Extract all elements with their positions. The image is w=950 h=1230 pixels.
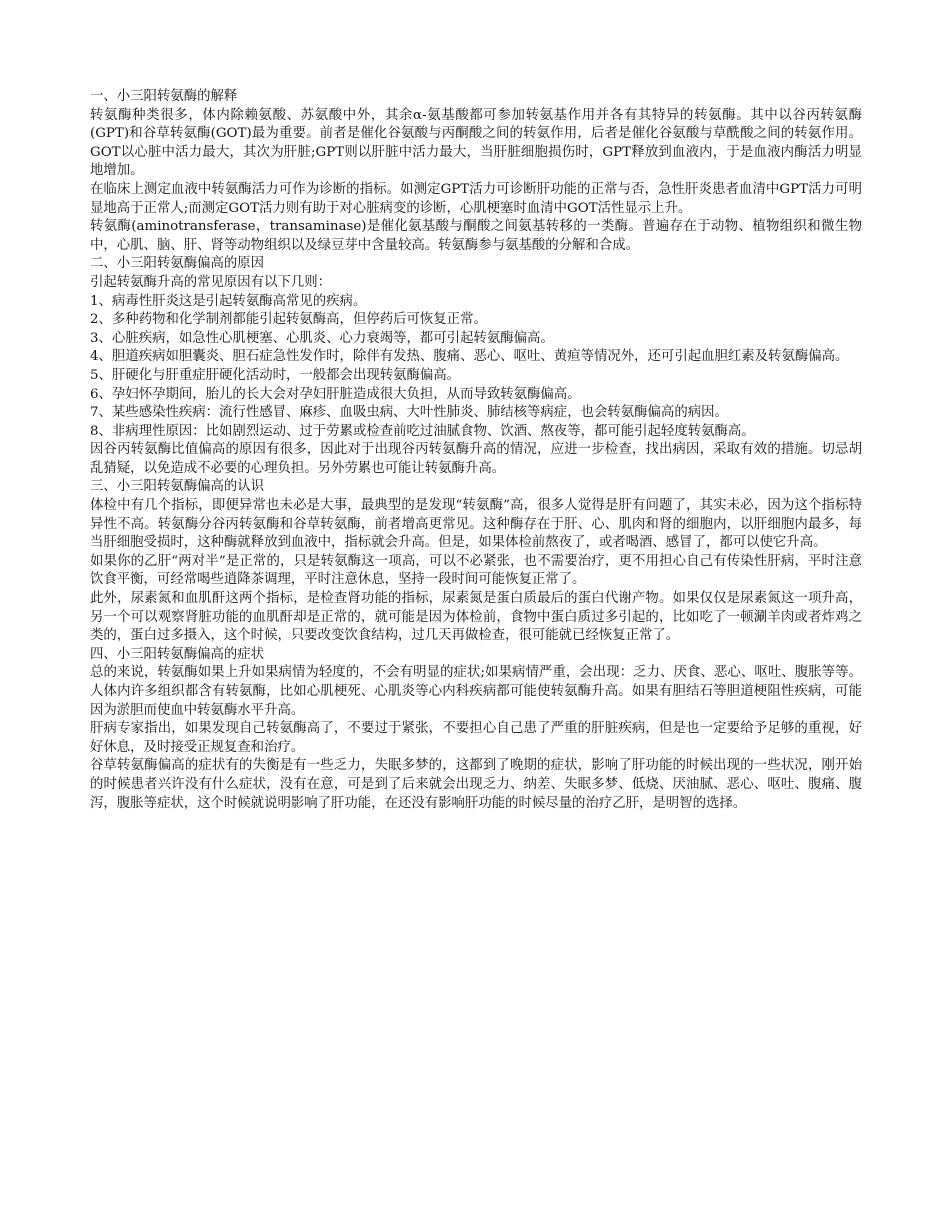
section-heading: 二、小三阳转氨酶偏高的原因 bbox=[90, 256, 265, 272]
paragraph: 引起转氨酶升高的常见原因有以下几则： bbox=[90, 274, 332, 290]
list-item: 5、肝硬化与肝重症肝硬化活动时，一般都会出现转氨酶偏高。 bbox=[90, 367, 461, 383]
list-item: 2、多种药物和化学制剂都能引起转氨酶高，但停药后可恢复正常。 bbox=[90, 312, 487, 328]
paragraph: 此外，尿素氮和血肌酐这两个指标，是检查肾功能的指标，尿素氮是蛋白质最后的蛋白代谢产物。如果仅仅是尿素氮这一项升高，另一个可以观察肾脏功能的血肌酐却是正常的，就可能是因为体检前，食物中蛋白质过多引起的，比如吃了一顿涮羊肉或者炸鸡之类的，蛋白过多摄入，这个时候，只要改变饮食结构，过几天再做检查，很可能就已经恢复正常了。 bbox=[90, 591, 862, 644]
paragraph: 肝病专家指出，如果发现自己转氨酶高了，不要过于紧张，不要担心自己患了严重的肝脏疾病，但是也一定要给予足够的重视，好好休息，及时接受正规复查和治疗。 bbox=[90, 721, 862, 755]
section-explanation bbox=[90, 88, 862, 255]
paragraph: 转氨酶(aminotransferase，transaminase)是催化氨基酸与酮酸之间氨基转移的一类酶。普遍存在于动物、植物组织和微生物中，心肌、脑、肝、肾等动物组织以及绿豆芽中含量较高。转氨酶参与氨基酸的分解和合成。 bbox=[90, 219, 862, 253]
paragraph: 在临床上测定血液中转氨酶活力可作为诊断的指标。如测定GPT活力可诊断肝功能的正常与否，急性肝炎患者血清中GPT活力可明显地高于正常人;而测定GOT活力则有助于对心脏病变的诊断，心肌梗塞时血清中GOT活性显示上升。 bbox=[90, 181, 862, 216]
paragraph: 体检中有几个指标，即便异常也未必是大事，最典型的是发现“转氨酶”高，很多人觉得是肝有问题了，其实未必，因为这个指标特异性不高。转氨酶分谷丙转氨酶和谷草转氨酶，前者增高更常见。这种酶存在于肝、心、肌肉和肾的细胞内，以肝细胞内最多，每当肝细胞受损时，这种酶就释放到血液中，指标就会升高。但是，如果体检前熬夜了，或者喝酒、感冒了，都可以使它升高。 bbox=[90, 498, 862, 551]
list-item: 3、心脏疾病，如急性心肌梗塞、心肌炎、心力衰竭等，都可引起转氨酶偏高。 bbox=[90, 330, 554, 346]
section-symptoms bbox=[90, 646, 862, 813]
paragraph: 总的来说，转氨酶如果上升如果病情为轻度的，不会有明显的症状;如果病情严重，会出现：乏力、厌食、恶心、呕吐、腹胀等等。人体内许多组织都含有转氨酶，比如心肌梗死、心肌炎等心内科疾病都可能使转氨酶升高。如果有胆结石等胆道梗阻性疾病，可能因为淤胆而使血中转氨酶水平升高。 bbox=[90, 665, 862, 718]
document-body bbox=[90, 88, 862, 813]
list-item: 8、非病理性原因：比如剧烈运动、过于劳累或检查前吃过油腻食物、饮酒、熬夜等，都可能引起轻度转氨酶高。 bbox=[90, 423, 755, 439]
section-heading: 四、小三阳转氨酶偏高的症状 bbox=[90, 646, 265, 662]
paragraph: 因谷丙转氨酶比值偏高的原因有很多，因此对于出现谷丙转氨酶升高的情况，应进一步检查，找出病因，采取有效的措施。切忌胡乱猜疑，以免造成不必要的心理负担。另外劳累也可能让转氨酶升高。 bbox=[90, 442, 862, 476]
list-item: 7、某些感染性疾病：流行性感冒、麻疹、血吸虫病、大叶性肺炎、肺结核等病症，也会转氨酶偏高的病因。 bbox=[90, 405, 728, 421]
list-item: 6、孕妇怀孕期间，胎儿的长大会对孕妇肝脏造成很大负担，从而导致转氨酶偏高。 bbox=[90, 386, 581, 402]
paragraph: 如果你的乙肝“两对半”是正常的，只是转氨酶这一项高，可以不必紧张，也不需要治疗，更不用担心自己有传染性肝病，平时注意饮食平衡，可经常喝些逍降茶调理，平时注意休息，坚持一段时间可能恢复正常了。 bbox=[90, 553, 862, 588]
section-heading: 三、小三阳转氨酶偏高的认识 bbox=[90, 479, 265, 495]
list-item: 4、胆道疾病如胆囊炎、胆石症急性发作时，除伴有发热、腹痛、恶心、呕吐、黄疸等情况外，还可引起血胆红素及转氨酶偏高。 bbox=[90, 349, 849, 365]
section-heading: 一、小三阳转氨酶的解释 bbox=[90, 89, 238, 104]
paragraph: 谷草转氨酶偏高的症状有的失衡是有一些乏力，失眠多梦的，这都到了晚期的症状，影响了肝功能的时候出现的一些状况，刚开始的时候患者兴许没有什么症状，没有在意，可是到了后来就会出现乏力、纳差、失眠多梦、低烧、厌油腻、恶心、呕吐、腹痛、腹泻，腹胀等症状，这个时候就说明影响了肝功能，在还没有影响肝功能的时候尽量的治疗乙肝，是明智的选择。 bbox=[90, 758, 862, 811]
section-causes bbox=[90, 255, 862, 478]
section-understanding bbox=[90, 478, 862, 645]
list-item: 1、病毒性肝炎这是引起转氨酶高常见的疾病。 bbox=[90, 293, 367, 309]
paragraph: 转氨酶种类很多，体内除赖氨酸、苏氨酸中外，其余α-氨基酸都可参加转氨基作用并各有其特异的转氨酶。其中以谷丙转氨酶(GPT)和谷草转氨酶(GOT)最为重要。前者是催化谷氨酸与丙酮酸之间的转氨作用，后者是催化谷氨酸与草酰酸之间的转氨作用。GOT以心脏中活力最大，其次为肝脏;GPT则以肝脏中活力最大，当肝脏细胞损伤时，GPT释放到血液内，于是血液内酶活力明显地增加。 bbox=[90, 107, 862, 179]
